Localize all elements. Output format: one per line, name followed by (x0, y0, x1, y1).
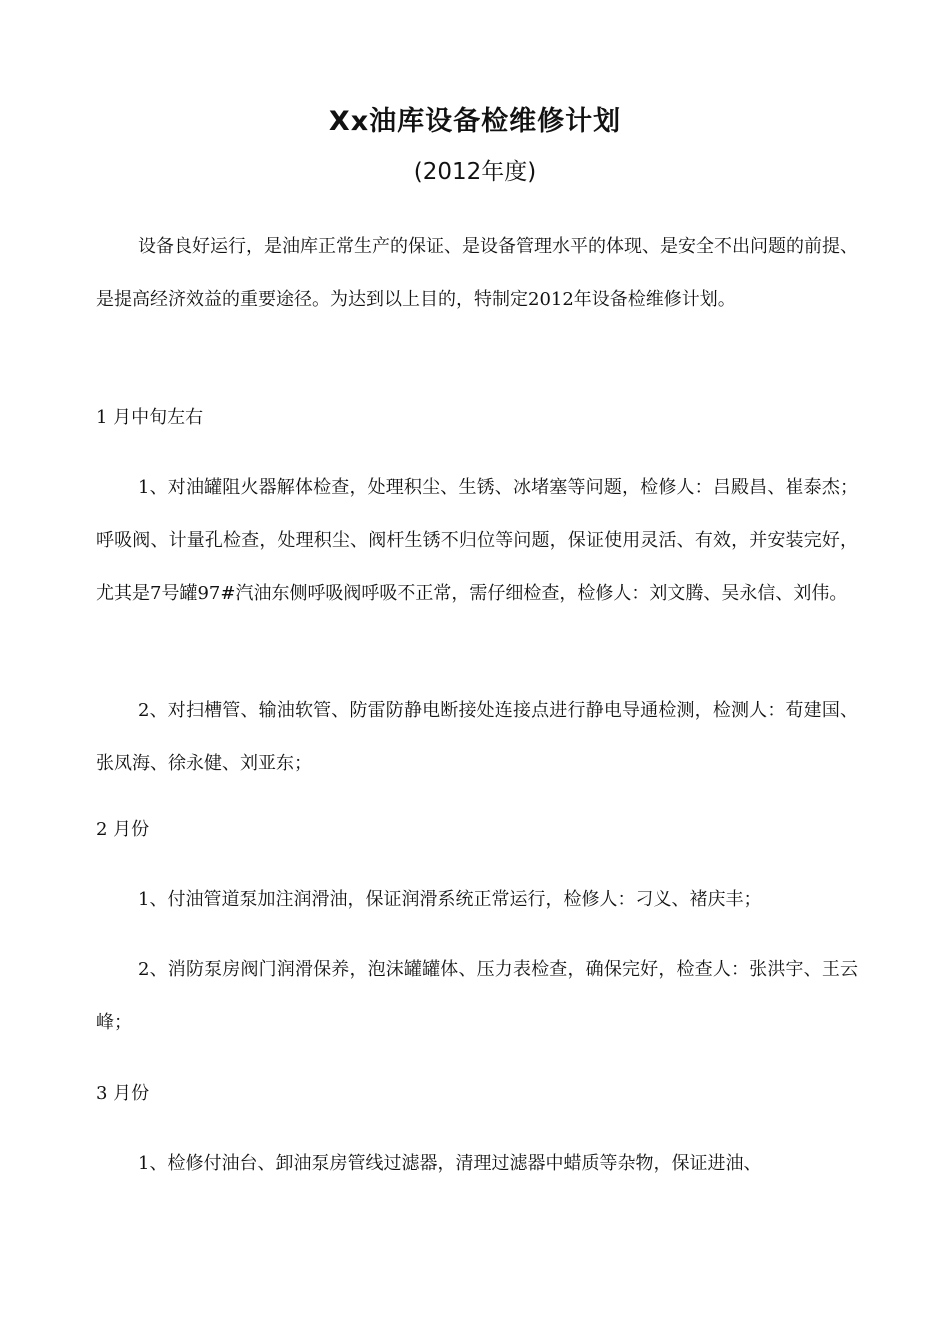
intro-paragraph: 设备良好运行，是油库正常生产的保证、是设备管理水平的体现、是安全不出问题的前提、是提高经济效益的重要途径。为达到以上目的，特制定2012年设备检维修计划。 (96, 236, 858, 310)
section-heading-january: 1 月中旬左右 (96, 407, 204, 428)
section-heading-march: 3 月份 (96, 1083, 150, 1104)
document-title: Xx油库设备检维修计划 (328, 106, 622, 137)
march-item-1: 1、检修付油台、卸油泵房管线过滤器，清理过滤器中蜡质等杂物，保证进油、 (138, 1153, 762, 1174)
section-heading-february: 2 月份 (96, 819, 150, 840)
february-item-1: 1、付油管道泵加注润滑油，保证润滑系统正常运行，检修人：刁义、褚庆丰； (138, 889, 762, 910)
january-item-1: 1、对油罐阻火器解体检查，处理积尘、生锈、冰堵塞等问题，检修人：吕殿昌、崔泰杰；呼吸阀、计量孔检查，处理积尘、阀杆生锈不归位等问题，保证使用灵活、有效，并安装完好，尤其是7号罐97#汽油东侧呼吸阀呼吸不正常，需仔细检查，检修人：刘文腾、吴永信、刘伟。 (96, 477, 858, 604)
february-item-2: 2、消防泵房阀门润滑保养，泡沫罐罐体、压力表检查，确保完好，检查人：张洪宇、王云峰； (96, 959, 858, 1033)
document-subtitle: (2012年度) (413, 159, 537, 185)
january-item-2: 2、对扫槽管、输油软管、防雷防静电断接处连接点进行静电导通检测，检测人：荀建国、张凤海、徐永健、刘亚东； (96, 700, 858, 774)
